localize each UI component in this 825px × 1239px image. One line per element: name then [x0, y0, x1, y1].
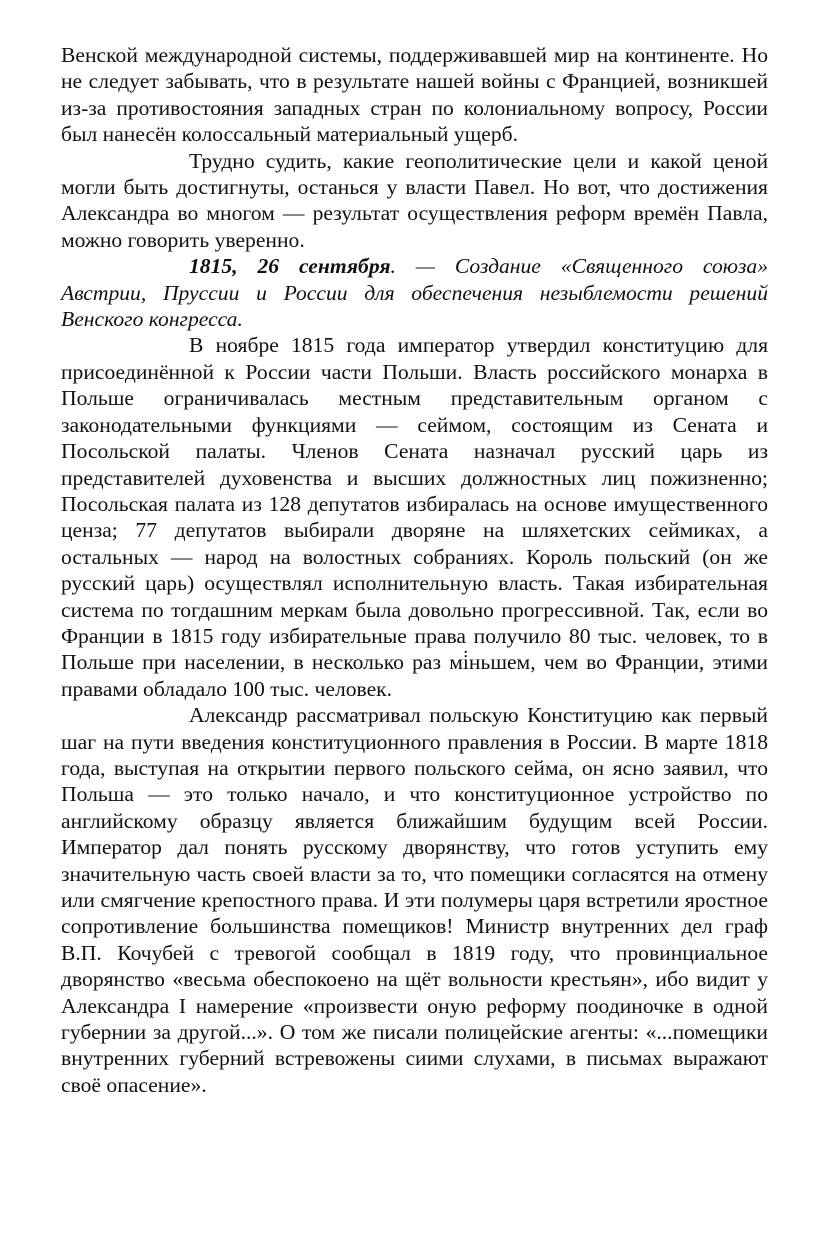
paragraph-alexander-reforms: Александр рассматривал польскую Конституцию как первый шаг на пути введения конституционного правления в России. В марте 1818 года, выступая на открытии первого польского сейма, он ясно заявил, что Польша — это только начало, и что конституционное устройство по английскому образцу является ближайшим будущим всей России. Император дал понять русскому дворянству, что готов уступить ему значительную часть своей власти за то, что помещики согласятся на отмену или смягчение крепостного права. И эти полумеры царя встретили яростное сопротивление большинства помещиков! Министр внутренних дел граф В.П. Кочубей с тревогой сообщал в 1819 году, что провинциальное дворянство «весьма обеспокоено на щёт вольности крестьян», ибо видит у Александра I намерение «произвести оную реформу поодиночке в одной губернии за другой...». О том же писали полицейские агенты: «...помещики внутренних губерний встревожены сиими слухами, в письмах выражают своё опасение».	[61, 703, 768, 1097]
document-page	[61, 42, 768, 1098]
paragraph-paul-reforms: Трудно судить, какие геополитические цели и какой ценой могли быть достигнуты, останься у власти Павел. Но вот, что достижения Александра во многом — результат осуществления реформ времён Павла, можно говорить уверенно.	[61, 148, 768, 252]
date-heading: 1815, 26 сентября	[189, 254, 391, 279]
paragraph-polish-constitution: В ноябре 1815 года император утвердил конституцию для присоединённой к России части Польши. Власть российского монарха в Польше ограничивалась местным представительным органом с законодательными функциями — сеймом, состоящим из Сената и Посольской палаты. Членов Сената назначал русский царь из представителей духовенства и высших должностных лиц пожизненно; Посольская палата из 128 депутатов избиралась на основе имущественного ценза; 77 депутатов выбирали дворяне на шляхетских сеймиках, а остальных — народ на волостных собраниях. Король польский (он же русский царь) осуществлял исполнительную власть. Такая избирательная система по тогдашним меркам была довольно прогрессивной. Так, если во Франции в 1815 году избирательные права получило 80 тыс. человек, то в Польше при населении, в несколько раз мi̇ньшем, чем во Франции, этими правами обладало 100 тыс. человек.	[61, 333, 768, 701]
paragraph-vienna-system: Венской международной системы, поддерживавшей мир на континенте. Но не следует забывать, что в результате нашей войны с Францией, возникшей из-за противостояния западных стран по колониальному вопросу, России был нанесён колоссальный материальный ущерб.	[61, 43, 768, 147]
paragraph-holy-alliance	[61, 253, 768, 332]
date-entry-text: . — Создание «Священного союза» Австрии, Пруссии и России для обеспечения незыблемости решений Венского конгресса.	[61, 254, 768, 332]
